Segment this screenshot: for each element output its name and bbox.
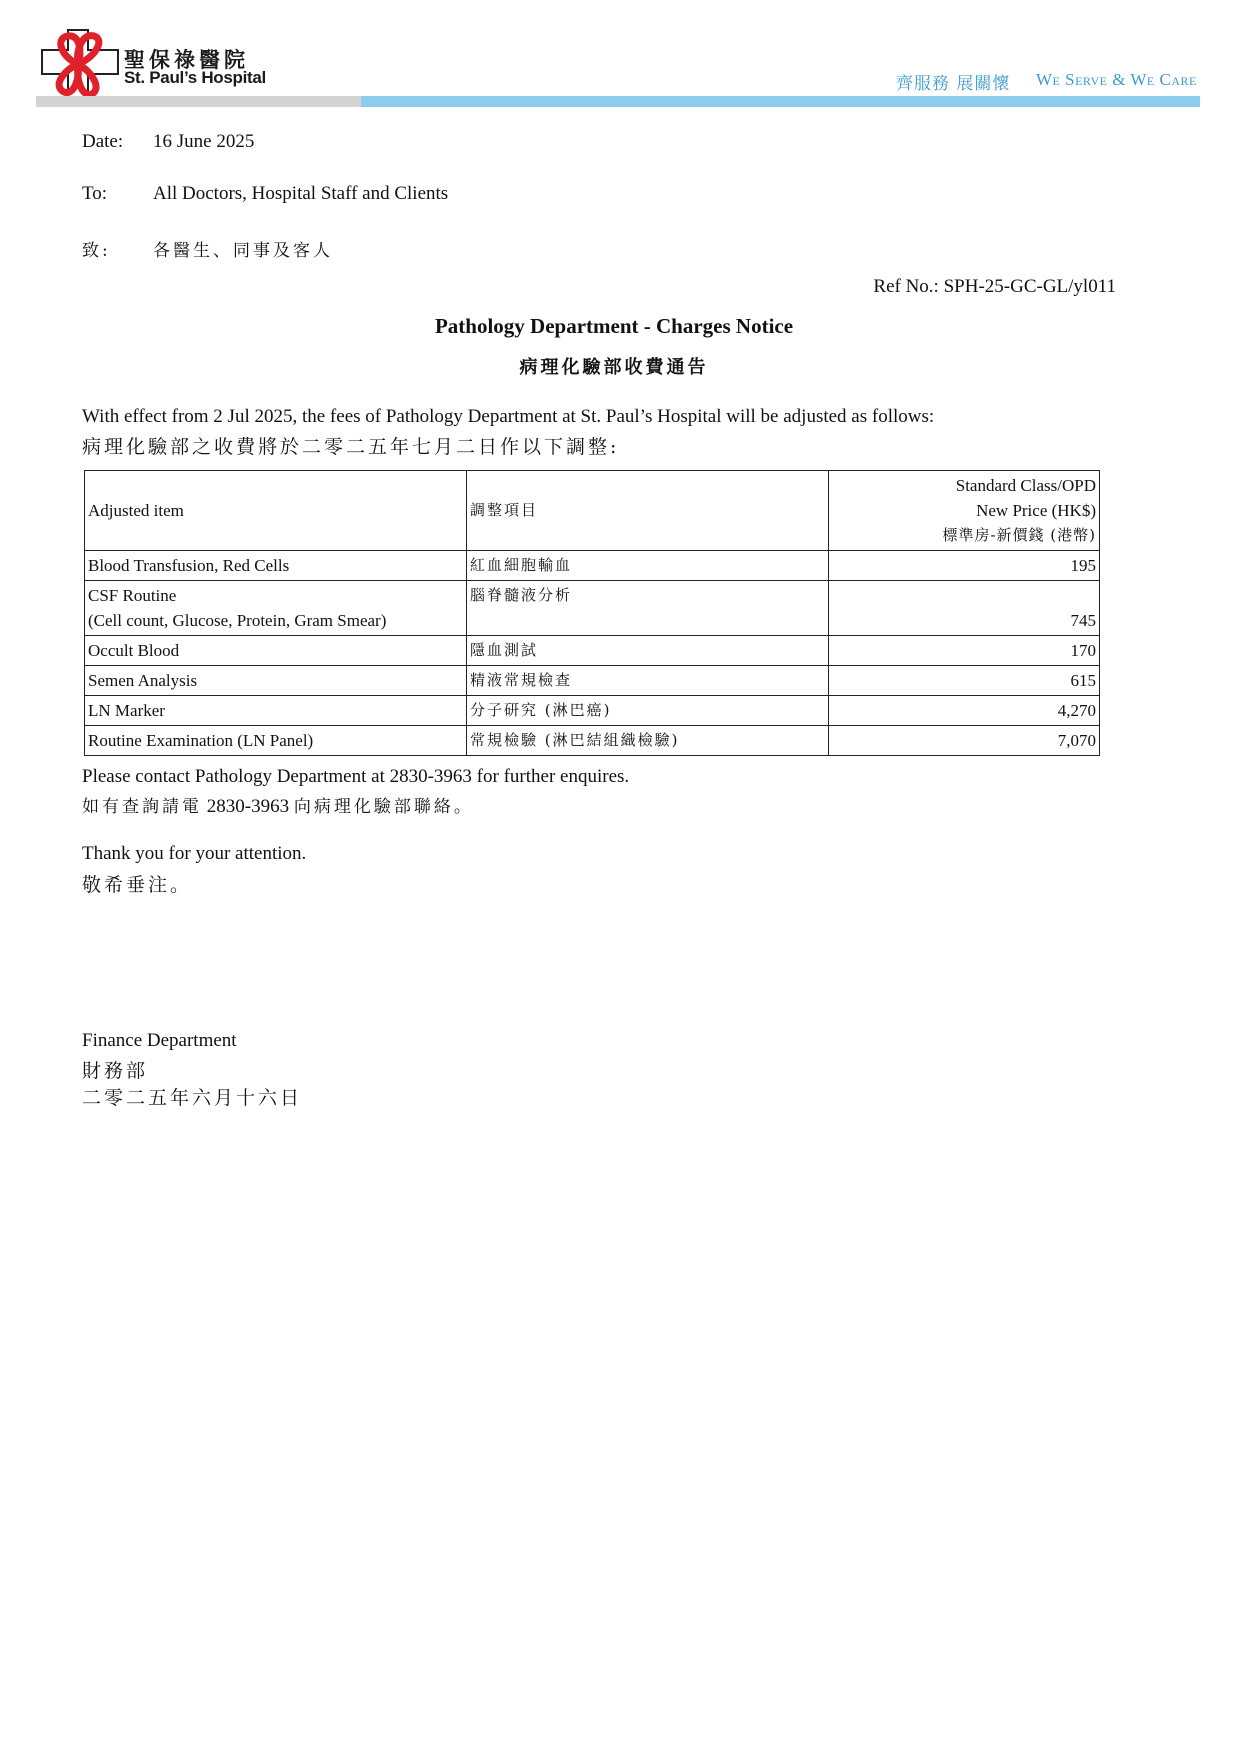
- row-item-cn: 常規檢驗 (淋巴結組織檢驗): [467, 726, 829, 756]
- row-price: 4,270: [829, 696, 1100, 726]
- slogan-en: We Serve & We Care: [1036, 70, 1197, 89]
- hospital-name-en: St. Paul’s Hospital: [124, 68, 266, 87]
- table-row: [85, 551, 1100, 581]
- table-row: [85, 581, 1100, 636]
- table-row: [85, 666, 1100, 696]
- contact-cn: [82, 792, 474, 818]
- notice-title-en: Pathology Department - Charges Notice: [434, 314, 794, 338]
- row-item-en: Semen Analysis: [85, 666, 467, 696]
- contact-cn-prefix: 如有查詢請電: [82, 797, 202, 817]
- header-price-line1: Standard Class/OPD: [955, 476, 1096, 495]
- contact-en: Please contact Pathology Department at 2830-3963 for further enquires.: [82, 766, 630, 787]
- row-price: 615: [829, 666, 1100, 696]
- contact-cn-phone: 2830-3963: [206, 796, 290, 817]
- hospital-name-cn: 聖保祿醫院: [124, 47, 249, 72]
- slogan-cn: 齊服務 展關懷: [896, 74, 1011, 94]
- table-row: [85, 696, 1100, 726]
- header-band-gray: [36, 96, 361, 107]
- header-price-line3: 標準房-新價錢 (港幣): [942, 526, 1096, 544]
- table-row: [85, 726, 1100, 756]
- row-item-en: [85, 581, 467, 636]
- to-cn-label: 致:: [82, 241, 111, 261]
- header-price-line2: New Price (HK$): [976, 501, 1096, 520]
- date-value: 16 June 2025: [153, 131, 255, 152]
- signoff-dept-cn: 財務部: [82, 1060, 149, 1082]
- row-price: 7,070: [829, 726, 1100, 756]
- hospital-logo-icon: [40, 28, 122, 102]
- notice-title-cn: 病理化驗部收費通告: [519, 357, 709, 378]
- table-row: [85, 636, 1100, 666]
- row-item-cn: 隱血測試: [467, 636, 829, 666]
- row-item-en: LN Marker: [85, 696, 467, 726]
- thanks-en: Thank you for your attention.: [82, 843, 307, 864]
- header-price: [829, 471, 1100, 551]
- contact-cn-suffix: 向病理化驗部聯絡。: [293, 797, 474, 817]
- signoff-dept-en: Finance Department: [82, 1030, 237, 1051]
- row-item-en: Occult Blood: [85, 636, 467, 666]
- fee-table: [84, 470, 1100, 756]
- date-label: Date:: [82, 131, 124, 152]
- row-item-en-line2: (Cell count, Glucose, Protein, Gram Smear): [88, 611, 387, 630]
- row-item-cn: 精液常規檢查: [467, 666, 829, 696]
- row-item-cn: 紅血細胞輸血: [467, 551, 829, 581]
- row-price: 195: [829, 551, 1100, 581]
- row-item-cn: 腦脊髓液分析: [467, 581, 829, 636]
- header-item-en: Adjusted item: [85, 471, 467, 551]
- signoff-date-cn: 二零二五年六月十六日: [82, 1087, 303, 1109]
- row-item-en: Routine Examination (LN Panel): [85, 726, 467, 756]
- table-header-row: [85, 471, 1100, 551]
- to-cn-value: 各醫生、同事及客人: [153, 241, 333, 261]
- intro-cn: 病理化驗部之收費將於二零二五年七月二日作以下調整:: [82, 436, 620, 458]
- intro-en: With effect from 2 Jul 2025, the fees of Pathology Department at St. Paul’s Hospital will be adjusted as follows:: [82, 406, 935, 427]
- to-label: To:: [82, 183, 108, 204]
- thanks-cn: 敬希垂注。: [82, 874, 193, 896]
- to-value: All Doctors, Hospital Staff and Clients: [153, 183, 449, 204]
- header-band-blue: [361, 96, 1200, 107]
- reference-number: Ref No.: SPH-25-GC-GL/yl011: [873, 276, 1116, 297]
- row-price: 745: [829, 581, 1100, 636]
- header-item-cn: 調整項目: [467, 471, 829, 551]
- row-price: 170: [829, 636, 1100, 666]
- row-item-cn: 分子研究 (淋巴癌): [467, 696, 829, 726]
- row-item-en: Blood Transfusion, Red Cells: [85, 551, 467, 581]
- row-item-en-line1: CSF Routine: [88, 586, 177, 605]
